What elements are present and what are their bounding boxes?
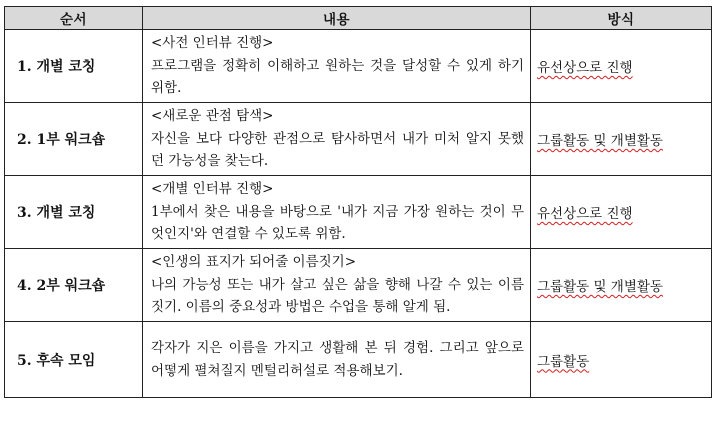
table-row — [5, 103, 712, 176]
method-cell — [531, 103, 712, 176]
method-text: 유선상으로 진행 — [537, 60, 633, 76]
header-row — [5, 7, 712, 30]
method-text: 그룹활동 및 개별활동 — [537, 133, 663, 149]
program-table — [4, 6, 712, 398]
content-cell — [143, 176, 531, 249]
content-body: 각자가 지은 이름을 가지고 생활해 본 뒤 경험. 그리고 앞으로 어떻게 펼쳐질지 멘털리허설로 적용해보기. — [151, 340, 524, 379]
method-text: 그룹활동 및 개별활동 — [537, 279, 663, 295]
header-step: 순서 — [5, 7, 143, 30]
header-method: 방식 — [531, 7, 712, 30]
step-cell: 2. 1부 워크숍 — [5, 103, 143, 176]
content-cell — [143, 103, 531, 176]
method-cell — [531, 30, 712, 103]
step-cell: 1. 개별 코칭 — [5, 30, 143, 103]
content-subtitle: <새로운 관점 탐색> — [151, 108, 274, 125]
content-subtitle: <사전 인터뷰 진행> — [151, 35, 274, 52]
step-cell: 4. 2부 워크숍 — [5, 249, 143, 322]
content-body: 1부에서 찾은 내용을 바탕으로 '내가 지금 가장 원하는 것이 무엇인지'와 연결할 수 있도록 위함. — [151, 203, 524, 243]
content-cell — [143, 30, 531, 103]
content-cell — [143, 249, 531, 322]
content-body: 자신을 보다 다양한 관점으로 탐사하면서 내가 미처 알지 못했던 가능성을 찾는다. — [151, 130, 524, 170]
content-subtitle: <인생의 표지가 되어줄 이름짓기> — [151, 254, 357, 271]
table-row — [5, 176, 712, 249]
step-cell: 5. 후속 모임 — [5, 322, 143, 398]
method-cell — [531, 249, 712, 322]
table-row — [5, 249, 712, 322]
method-cell — [531, 322, 712, 398]
content-body: 프로그램을 정확히 이해하고 원하는 것을 달성할 수 있게 하기 위함. — [151, 57, 524, 97]
content-body: 나의 가능성 또는 내가 살고 싶은 삶을 향해 나갈 수 있는 이름짓기. 이름의 중요성과 방법은 수업을 통해 알게 됨. — [151, 276, 524, 316]
table-row — [5, 30, 712, 103]
content-cell — [143, 322, 531, 398]
content-subtitle: <개별 인터뷰 진행> — [151, 181, 274, 198]
step-cell: 3. 개별 코칭 — [5, 176, 143, 249]
table-row — [5, 322, 712, 398]
method-text: 그룹활동 — [537, 353, 590, 370]
header-content: 내용 — [143, 7, 531, 30]
method-text: 유선상으로 진행 — [537, 206, 633, 222]
method-cell — [531, 176, 712, 249]
